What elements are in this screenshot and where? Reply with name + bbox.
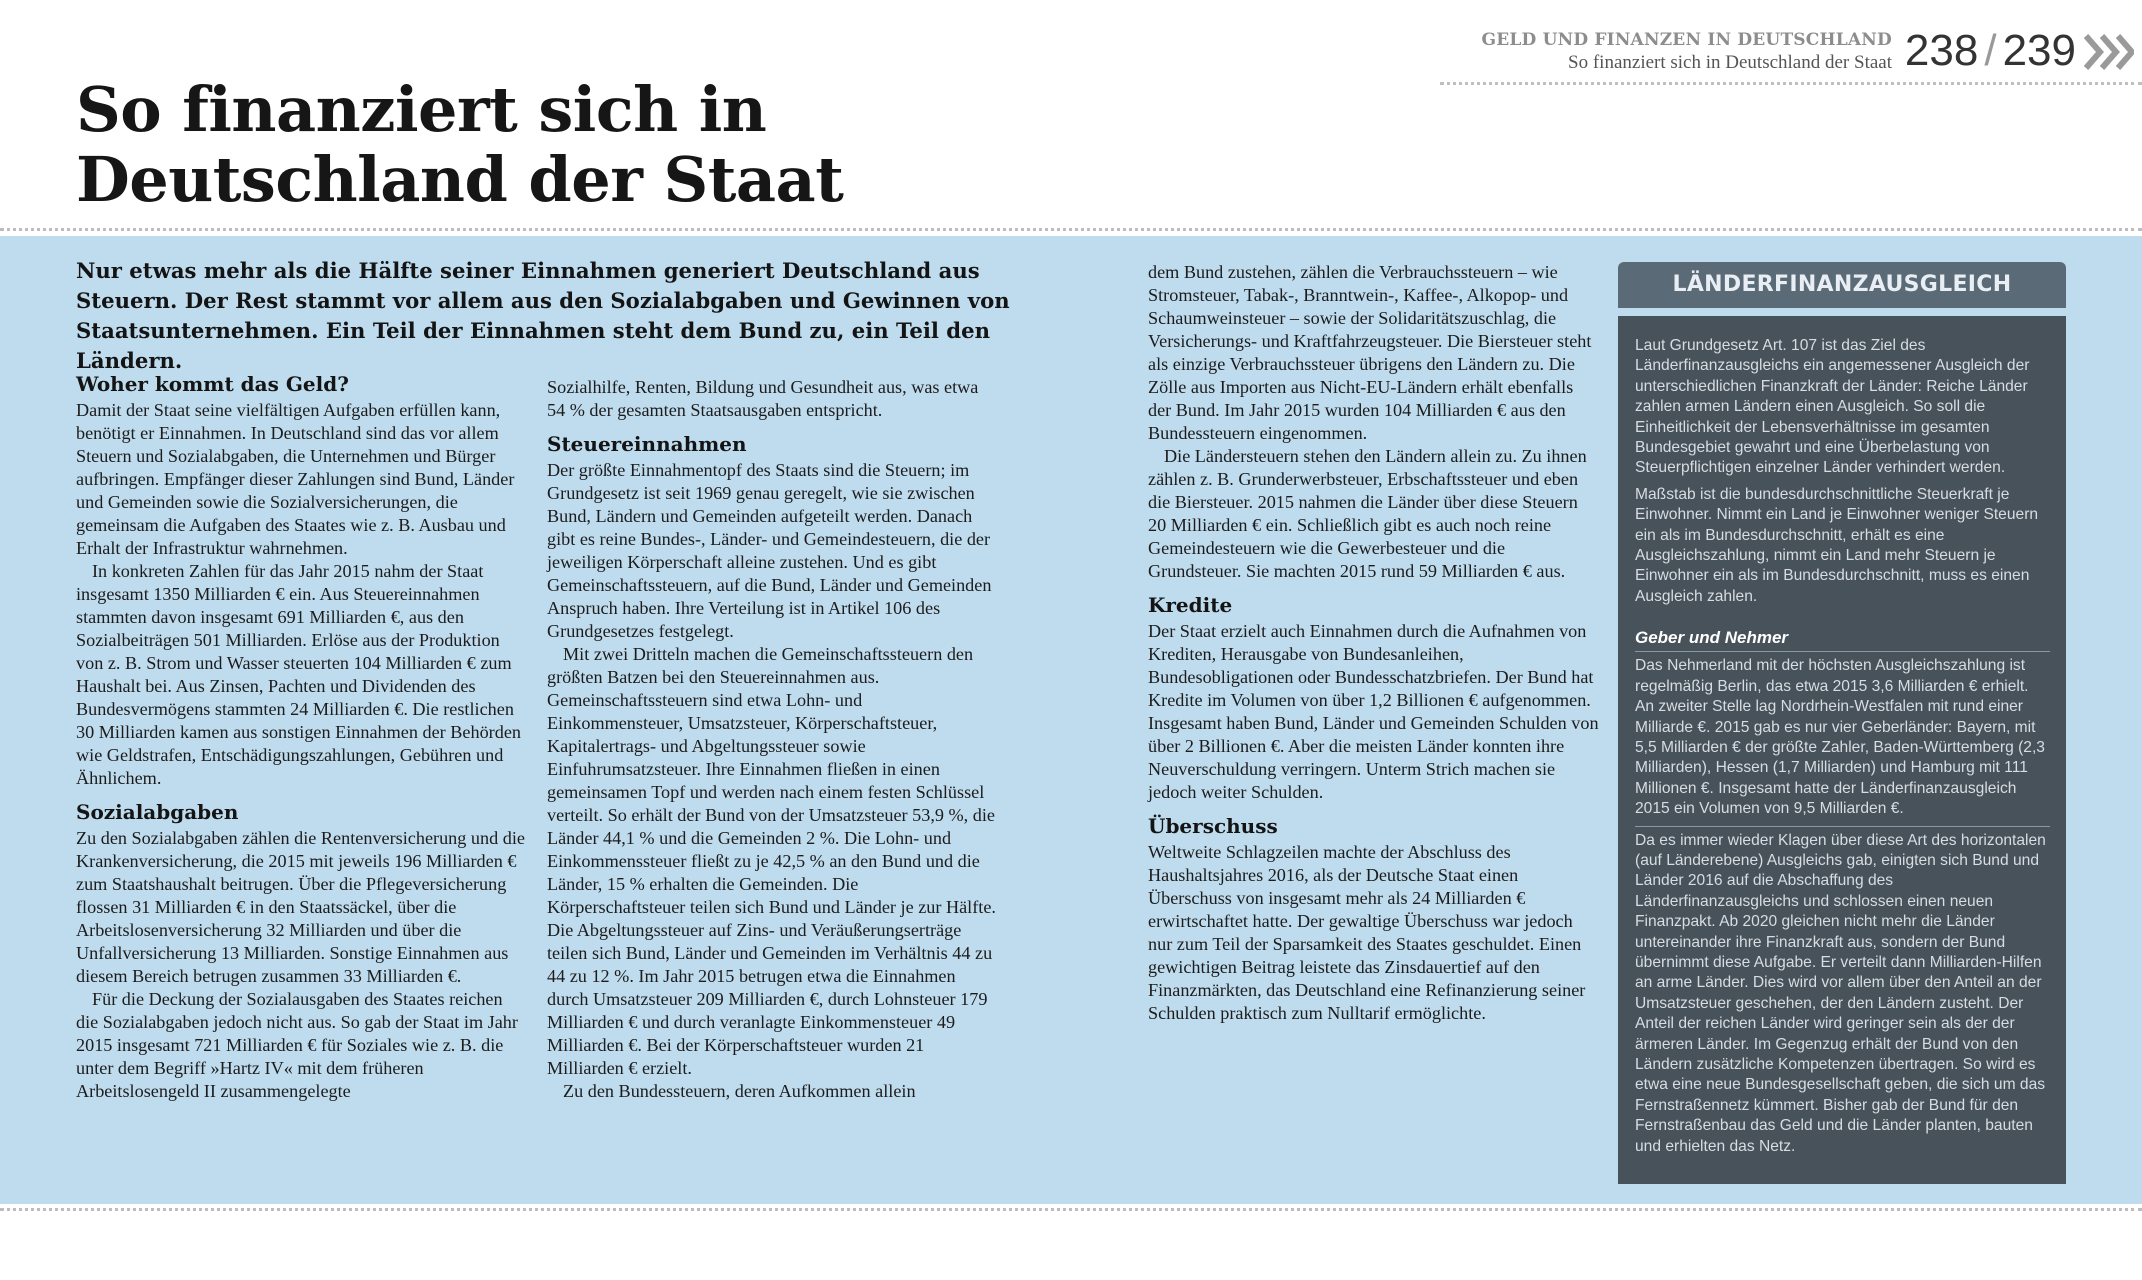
title-line-2: Deutschland der Staat: [76, 143, 844, 216]
paragraph: Zu den Bundessteuern, deren Aufkommen allein: [563, 1081, 916, 1101]
sidebar-title: LÄNDERFINANZAUSGLEICH: [1618, 262, 2066, 308]
paragraph: Sozialhilfe, Renten, Bildung und Gesundheit aus, was etwa 54 % der gesamten Staatsausgaben entspricht.: [547, 377, 979, 420]
heading-sozialabgaben: Sozialabgaben: [76, 800, 239, 824]
paragraph: Der Staat erzielt auch Einnahmen durch die Aufnahmen von Krediten, Herausgabe von Bundesanleihen, Bundesobligationen oder Bundesschatzbriefen. Der Bund hat Kredite im Volumen von über 1,2 Billionen € aufgenommen. Insgesamt haben Bund, Länder und Gemeinden Schulden von über 2 Billionen €. Aber die meisten Länder konnten ihre Neuverschuldung verringern. Unterm Strich machen sie jedoch weiter Schulden.: [1148, 621, 1599, 802]
paragraph: Der größte Einnahmentopf des Staats sind die Steuern; im Grundgesetz ist seit 1969 genau geregelt, wie sie zwischen Bund, Ländern und Gemeinden aufgeteilt werden. Danach gibt es reine Bundes-, Länder- und Gemeindesteuern, die der jeweiligen Körperschaft alleine zustehen. Und es gibt Gemeinschaftssteuern, auf die Bund, Länder und Gemeinden Anspruch haben. Ihre Verteilung ist in Artikel 106 des Grundgesetzes festgelegt.: [547, 460, 992, 641]
header-divider: [1440, 82, 2142, 85]
text-column-1: [76, 372, 527, 1103]
paragraph: Damit der Staat seine vielfältigen Aufgaben erfüllen kann, benötigt er Einnahmen. In Deutschland sind das vor allem Steuern und Sozialabgaben, die Unternehmen und Bürger aufbringen. Empfänger dieser Zahlungen sind Bund, Länder und Gemeinden sowie die Sozialversicherungen, die gemeinsam die Aufgaben des Staates wie z. B. Ausbau und Erhalt der Infrastruktur wahrnehmen.: [76, 400, 515, 558]
sidebar-paragraph: Da es immer wieder Klagen über diese Art des horizontalen (auf Länderebene) Ausgleichs gab, einigten sich Bund und Länder 2016 auf die Abschaffung des Länderfinanzausgleichs und schlossen einen neuen Finanzpakt. Ab 2020 gleichen nicht mehr die Länder untereinander ihre Finanzkraft aus, sondern der Bund übernimmt diese Aufgabe. Er verteilt dann Milliarden-Hilfen an arme Länder. Dies wird vor allem über den Anteil an der Umsatzsteuer geschehen, der den Ländern zusteht. Der Anteil der reichen Länder wird geringer sein als der der ärmeren Länder. Im Gegenzug erhält der Bund von den Ländern zusätzliche Kompetenzen übertragen. So wird es etwa eine neue Bundesgesellschaft geben, die sich um das Fernstraßennetz kümmert. Bisher gab der Bund für den Fernstraßenbau das Geld und die Länder planten, bauten und erhielten das Netz.: [1635, 831, 2046, 1155]
intro-paragraph: Nur etwas mehr als die Hälfte seiner Einnahmen generiert Deutschland aus Steuern. Der Rest stammt vor allem aus den Sozialabgaben und Gewinnen von Staatsunternehmen. Ein Teil der Einnahmen steht dem Bund zu, ein Teil den Ländern.: [76, 258, 1010, 373]
sidebar-paragraph: Maßstab ist die bundesdurchschnittliche Steuerkraft je Einwohner. Nimmt ein Land je Einwohner weniger Steuern ein als im Bundesdurchschnitt, erhält es eine Ausgleichszahlung, nimmt ein Land mehr Steuern je Einwohner ein als im Bundesdurchschnitt, muss es einen Ausgleich zahlen.: [1635, 485, 2039, 605]
running-header: [1242, 26, 2142, 86]
page-title: [76, 75, 843, 215]
sidebar-box: [1618, 316, 2066, 1184]
sidebar-divider: [1635, 826, 2050, 827]
text-column-3: [1148, 261, 1599, 1025]
chevron-right-icon: [2082, 30, 2134, 74]
sidebar-heading-geber-und-nehmer: Geber und Nehmer: [1635, 628, 1789, 648]
sidebar-content: [1618, 316, 2066, 1157]
running-header-text: [1481, 30, 1892, 74]
paragraph: Für die Deckung der Sozialausgaben des Staates reichen die Sozialabgaben jedoch nicht aus. So gab der Staat im Jahr 2015 insgesamt 721 Milliarden € für Soziales wie z. B. die unter dem Begriff »Hartz IV« mit dem früheren Arbeitslosengeld II zusammengelegte: [76, 989, 518, 1101]
page-number-right: 239: [2002, 26, 2076, 75]
paragraph: dem Bund zustehen, zählen die Verbrauchssteuern – wie Stromsteuer, Tabak-, Branntwein-, Kaffee-, Alkopop- und Schaumweinsteuer – sowie der Solidaritätszuschlag, die Versicherungs- und Kraftfahrzeugsteuer. Die Biersteuer steht als einzige Verbrauchssteuer übrigens den Ländern zu. Die Zölle aus Importen aus Nicht-EU-Ländern erhält ebenfalls der Bund. Im Jahr 2015 wurden 104 Milliarden € aus den Bundessteuern eingenommen.: [1148, 262, 1592, 443]
heading-woher-kommt-das-geld: Woher kommt das Geld?: [76, 372, 349, 396]
heading-steuereinnahmen: Steuereinnahmen: [547, 432, 747, 456]
sidebar-paragraph: Laut Grundgesetz Art. 107 ist das Ziel des Länderfinanzausgleichs ein angemessener Ausgleich der unterschiedlichen Finanzkraft der Länder: Reiche Länder zahlen armen Ländern einen Ausgleich. So soll die Einheitlichkeit der Lebensverhältnisse im gesamten Bundesgebiet gewahrt und eine Überbelastung von Steuerpflichtigen einzelner Länder verhindert werden.: [1635, 337, 2030, 477]
paragraph: Zu den Sozialabgaben zählen die Rentenversicherung und die Krankenversicherung, die 2015 mit jeweils 196 Milliarden € zum Staatshaushalt beitrugen. Über die Pflegeversicherung flossen 31 Milliarden € in den Staatssäckel, über die Arbeitslosenversicherung 32 Milliarden und über die Unfallversicherung 13 Milliarden. Sonstige Einnahmen aus diesem Bereich betrugen zusammen 33 Milliarden €.: [76, 828, 525, 986]
paragraph: Die Ländersteuern stehen den Ländern allein zu. Zu ihnen zählen z. B. Grunderwerbsteuer, Erbschaftssteuer und eben die Biersteuer. 2015 nahmen die Länder über diese Steuern 20 Milliarden € ein. Schließlich gibt es auch noch reine Gemeindesteuern wie die Gewerbesteuer und die Grundsteuer. Sie machten 2015 rund 59 Milliarden € aus.: [1148, 446, 1587, 581]
paragraph: Mit zwei Dritteln machen die Gemeinschaftssteuern den größten Batzen bei den Steuereinnahmen aus. Gemeinschaftssteuern sind etwa Lohn- und Einkommensteuer, Umsatzsteuer, Körperschaftsteuer, Kapitalertrags- und Abgeltungssteuer sowie Einfuhrumsatzsteuer. Ihre Einnahmen fließen in einen gemeinsamen Topf und werden nach einem festen Schlüssel verteilt. So erhält der Bund von der Umsatzsteuer 53,9 %, die Länder 44,1 % und die Gemeinden 2 %. Die Lohn- und Einkommenssteuer fließt zu je 42,5 % an den Bund und die Länder, 15 % erhalten die Gemeinden. Die Körperschaftsteuer teilen sich Bund und Länder je zur Hälfte. Die Abgeltungssteuer auf Zins- und Veräußerungserträge teilen sich Bund, Länder und Gemeinden im Verhältnis 44 zu 44 zu 12 %. Im Jahr 2015 betrugen etwa die Einnahmen durch Umsatzsteuer 209 Milliarden €, durch Lohnsteuer 179 Milliarden € und durch veranlagte Einkommensteuer 49 Milliarden €. Bei der Körperschaftsteuer wurden 21 Milliarden € erzielt.: [547, 644, 996, 1078]
heading-ueberschuss: Überschuss: [1148, 814, 1278, 838]
heading-kredite: Kredite: [1148, 593, 1233, 617]
page-separator: /: [1984, 26, 1997, 75]
title-line-1: So finanziert sich in: [76, 73, 767, 146]
paragraph: Weltweite Schlagzeilen machte der Abschluss des Haushaltsjahres 2016, als der Deutsche Staat einen Überschuss von insgesamt mehr als 24 Milliarden € erwirtschaftet hatte. Der gewaltige Überschuss war jedoch nur zum Teil der Sparsamkeit des Staates geschuldet. Einen gewichtigen Beitrag leistete das Zinsdauertief auf den Finanzmärkten, das Deutschland eine Refinanzierung seiner Schulden praktisch zum Nulltarif ermöglichte.: [1148, 842, 1586, 1023]
top-divider: [0, 228, 2142, 231]
page-numbers: [1905, 26, 2076, 76]
section-label: GELD UND FINANZEN IN DEUTSCHLAND: [1481, 30, 1892, 50]
sidebar-divider: [1635, 651, 2050, 652]
text-column-2: [547, 376, 998, 1103]
paragraph: In konkreten Zahlen für das Jahr 2015 nahm der Staat insgesamt 1350 Milliarden € ein. Aus Steuereinnahmen stammten davon insgesamt 691 Milliarden €, aus den Sozialbeiträgen 501 Milliarden. Erlöse aus der Produktion von z. B. Strom und Wasser steuerten 104 Milliarden € zum Haushalt bei. Aus Zinsen, Pachten und Dividenden des Bundesvermögens stammten 24 Milliarden €. Die restlichen 30 Milliarden kamen aus sonstigen Einnahmen der Behörden wie Geldstrafen, Entschädigungszahlungen, Gebühren und Ähnlichem.: [76, 561, 521, 788]
section-subtitle: So finanziert sich in Deutschland der Staat: [1568, 52, 1892, 73]
sidebar-paragraph: Das Nehmerland mit der höchsten Ausgleichszahlung ist regelmäßig Berlin, das etwa 2015 3,6 Milliarden € erhielt. An zweiter Stelle lag Nordrhein-Westfalen mit rund einer Milliarde €. 2015 gab es nur vier Geberländer: Bayern, mit 5,5 Milliarden € der größte Zahler, Baden-Württemberg (2,3 Milliarden), Hessen (1,7 Milliarden) und Hamburg mit 111 Millionen €. Insgesamt hatte der Länderfinanzausgleich 2015 ein Volumen von 9,5 Milliarden €.: [1635, 657, 2045, 818]
page-number-left: 238: [1904, 26, 1979, 75]
bottom-divider: [0, 1208, 2142, 1211]
